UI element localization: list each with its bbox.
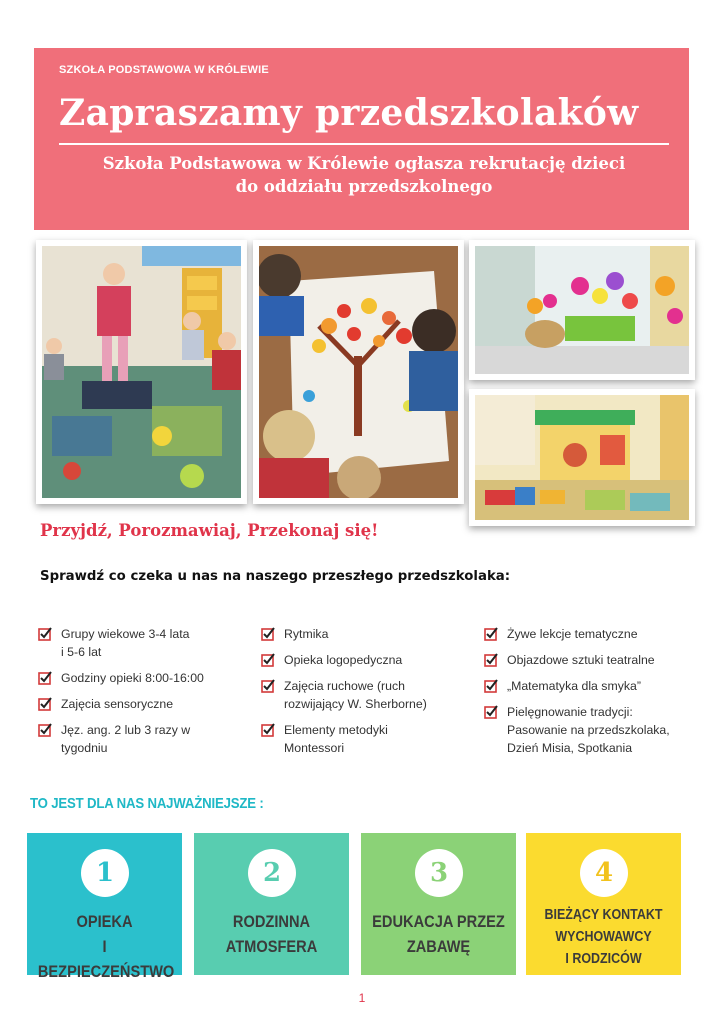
list-item-text: Jęz. ang. 2 lub 3 razy w tygodniu — [61, 723, 191, 755]
checklist-column-2 — [261, 625, 466, 765]
checkbox-icon — [261, 679, 275, 693]
list-item — [484, 677, 709, 695]
list-item — [38, 695, 243, 713]
list-item-text: Rytmika — [284, 627, 329, 641]
intro-text: Sprawdź co czeka u nas na naszego przeszłego przedszkolaka: — [40, 569, 511, 584]
checkbox-icon — [38, 671, 52, 685]
list-item — [484, 703, 709, 757]
checkbox-icon — [484, 705, 498, 719]
list-item-text: Opieka logopedyczna — [284, 653, 403, 667]
list-item-text: Pielęgnowanie tradycji: Pasowanie na przedszkolaka, Dzień Misia, Spotkania — [507, 705, 670, 755]
list-item — [38, 669, 243, 687]
list-item-text: Zajęcia ruchowe (ruch rozwijający W. Sherborne) — [284, 679, 427, 711]
list-item — [38, 625, 243, 661]
list-item-text: Godziny opieki 8:00-16:00 — [61, 671, 204, 685]
list-item — [261, 651, 466, 669]
list-item — [484, 625, 709, 643]
photo-play-kitchen-image — [475, 395, 689, 520]
photo-sensory-path — [36, 240, 247, 504]
list-item-text: Żywe lekcje tematyczne — [507, 627, 638, 641]
header-banner — [34, 48, 689, 230]
subtitle-line-2: do oddziału przedszkolnego — [235, 177, 493, 196]
list-item — [261, 721, 466, 757]
page-title: Zapraszamy przedszkolaków — [59, 92, 639, 134]
checkbox-icon — [484, 627, 498, 641]
list-item-text: Objazdowe sztuki teatralne — [507, 653, 655, 667]
photo-painting-tree — [253, 240, 464, 504]
page-subtitle — [59, 152, 669, 198]
priority-number: 3 — [415, 849, 463, 897]
photo-painting-tree-image — [259, 246, 458, 498]
checkbox-icon — [38, 627, 52, 641]
page-number: 1 — [358, 991, 366, 1005]
checkbox-icon — [261, 653, 275, 667]
priority-label: EDUKACJA PRZEZ ZABAWĘ — [372, 912, 505, 956]
header-divider — [59, 143, 669, 145]
checkbox-icon — [484, 679, 498, 693]
priority-label: BIEŻĄCY KONTAKT WYCHOWAWCY I RODZICÓW — [544, 907, 663, 967]
photo-play-kitchen — [469, 389, 695, 526]
photo-sensory-path-image — [42, 246, 241, 498]
checkbox-icon — [261, 627, 275, 641]
photo-window-decorations-image — [475, 246, 689, 374]
checklist-column-1 — [38, 625, 243, 765]
checkbox-icon — [484, 653, 498, 667]
list-item — [484, 651, 709, 669]
checklist-column-3 — [484, 625, 709, 765]
subtitle-line-1: Szkoła Podstawowa w Królewie ogłasza rekrutację dzieci — [102, 154, 626, 173]
priority-number: 4 — [580, 849, 628, 897]
checkbox-icon — [261, 723, 275, 737]
tagline: Przyjdź, Porozmawiaj, Przekonaj się! — [40, 521, 379, 540]
school-name: SZKOŁA PODSTAWOWA W KRÓLEWIE — [59, 64, 269, 76]
list-item-text: „Matematyka dla smyka” — [507, 679, 641, 693]
list-item-text: Elementy metodyki Montessori — [284, 723, 388, 755]
priority-box-3 — [361, 833, 516, 975]
list-item — [38, 721, 243, 757]
checkbox-icon — [38, 697, 52, 711]
priority-box-2 — [194, 833, 349, 975]
priority-number: 2 — [248, 849, 296, 897]
priority-box-1 — [27, 833, 182, 981]
list-item — [261, 677, 466, 713]
list-item-text: Zajęcia sensoryczne — [61, 697, 174, 711]
checkbox-icon — [38, 723, 52, 737]
list-item — [261, 625, 466, 643]
priority-box-4 — [526, 833, 681, 975]
priority-number: 1 — [81, 849, 129, 897]
section-heading: TO JEST DLA NAS NAJWAŻNIEJSZE : — [30, 795, 264, 812]
photo-window-decorations — [469, 240, 695, 380]
priority-label: RODZINNA ATMOSFERA — [225, 912, 318, 956]
priority-label: OPIEKA I BEZPIECZEŃSTWO — [37, 912, 175, 981]
list-item-text: Grupy wiekowe 3-4 lata i 5-6 lat — [61, 627, 190, 659]
